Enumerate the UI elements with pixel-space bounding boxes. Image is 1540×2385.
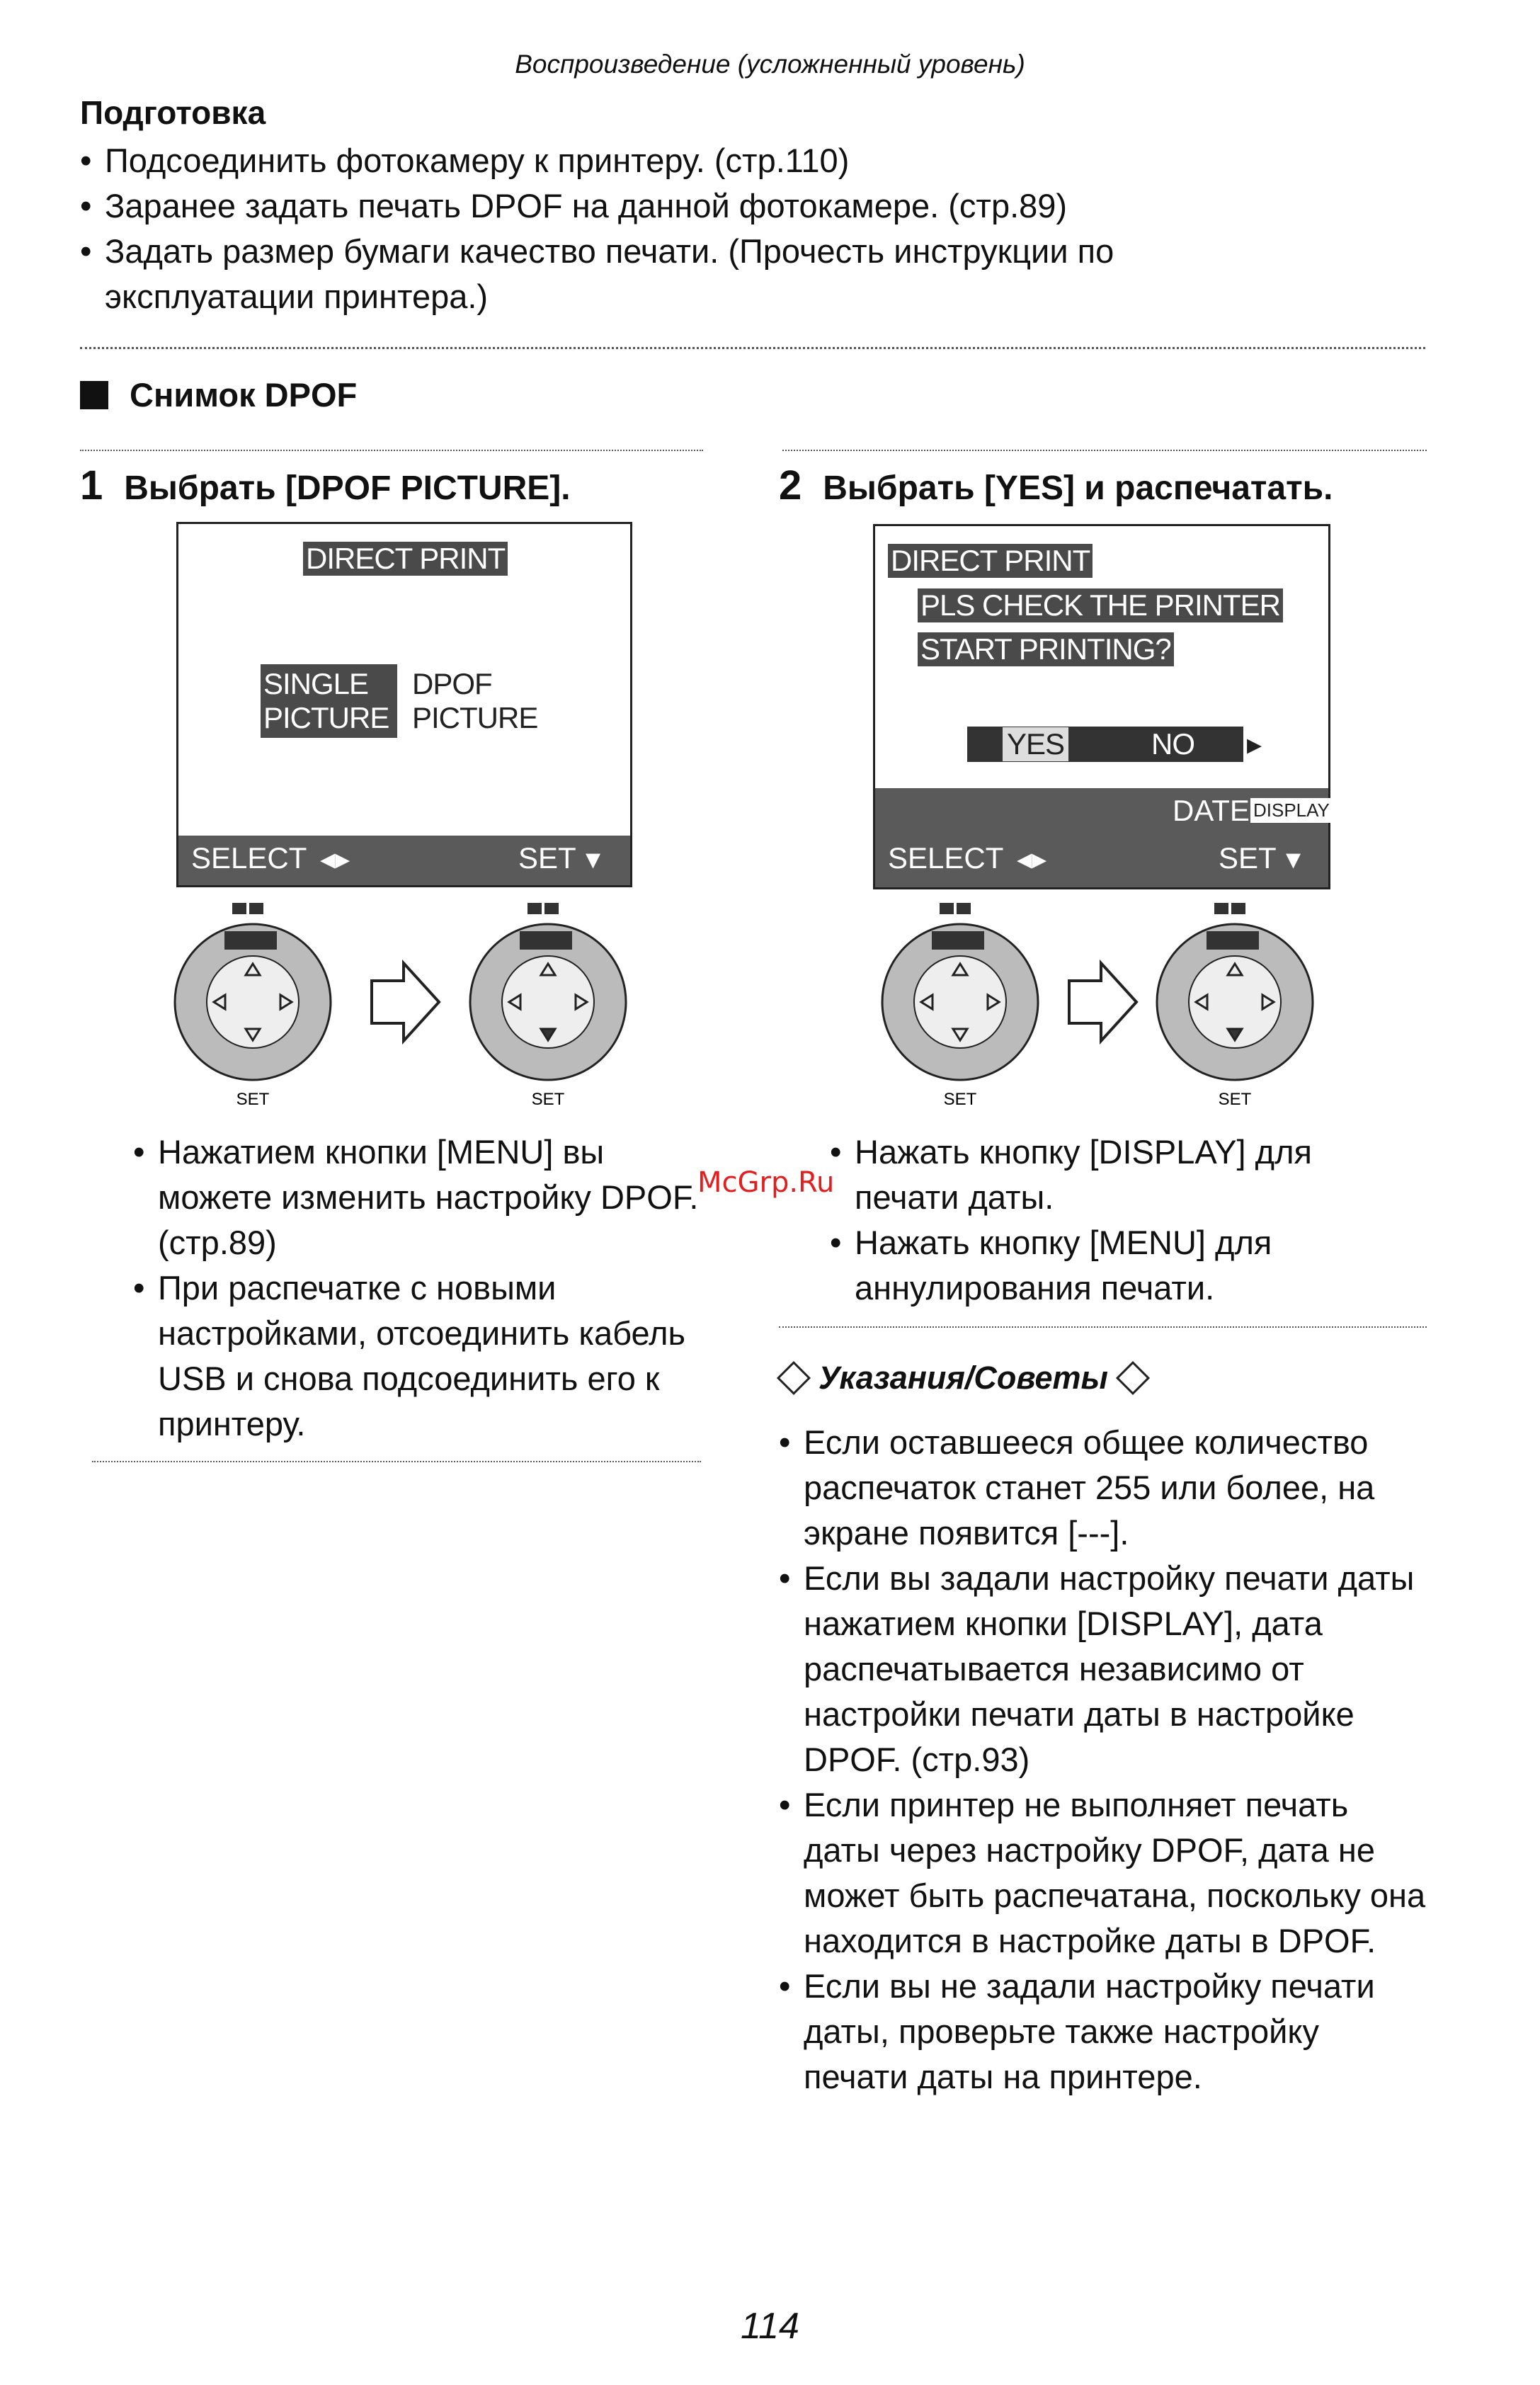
screen-header: DIRECT PRINT: [888, 544, 1093, 578]
preparation-item: • Заранее задать печать DPOF на данной фотокамере. (стр.89): [80, 183, 1425, 229]
divider: [779, 1326, 1427, 1328]
divider: [80, 347, 1425, 349]
section-square-icon: [80, 381, 108, 409]
set-label: SET: [518, 841, 576, 875]
next-arrow-icon: ▸: [1247, 727, 1262, 761]
set-label: SET: [1219, 841, 1277, 875]
set-arrow-icon: ▾: [1286, 842, 1301, 875]
arrow-right-icon: [1069, 963, 1136, 1041]
page-number: 114: [741, 2306, 799, 2347]
screen-bottom-bar: [875, 788, 1328, 887]
tips-heading-text: Указания/Советы: [819, 1360, 1108, 1396]
step2-dial-illustration: [867, 896, 1377, 1115]
no-option[interactable]: NO: [1151, 727, 1194, 761]
list-item: • Нажатием кнопки [MENU] вы можете изменить настройку DPOF. (стр.89): [133, 1129, 700, 1265]
display-button-label: DISPLAY: [1250, 798, 1333, 823]
date-label: DATE: [1173, 794, 1250, 827]
divider: [782, 450, 1427, 451]
dpof-picture-option[interactable]: PICTURE: [412, 701, 538, 734]
preparation-list: [80, 138, 1425, 319]
step2-title: [779, 462, 1333, 509]
dial-set-label: SET: [531, 1090, 565, 1109]
list-item: • Если вы не задали настройку печати даты, проверьте также настройку печати даты на принтере.: [779, 1964, 1430, 2100]
dpof-picture-option[interactable]: DPOF: [412, 667, 492, 700]
select-arrows-icon: ◂▸: [320, 842, 350, 875]
dial-set-label: SET: [236, 1090, 270, 1109]
single-picture-option[interactable]: PICTURE: [263, 701, 389, 734]
list-item: • Если принтер не выполняет печать даты через настройку DPOF, дата не может быть распечатана, поскольку она находится в настройке даты в DPOF.: [779, 1782, 1430, 1964]
step2-lcd-screen: [873, 524, 1330, 889]
step1-dial-illustration: [170, 896, 680, 1115]
list-item: • Нажать кнопку [MENU] для аннулирования печати.: [830, 1220, 1418, 1311]
set-arrow-icon: ▾: [586, 842, 601, 875]
list-item: • Если вы задали настройку печати даты нажатием кнопки [DISPLAY], дата распечатывается независимо от настройки печати даты в настройке DPOF. (стр.93): [779, 1556, 1430, 1782]
select-arrows-icon: ◂▸: [1017, 842, 1047, 875]
step1-title-text: Выбрать [DPOF PICTURE].: [124, 469, 571, 507]
dial-right: [470, 903, 626, 1080]
dial-right: [1157, 903, 1313, 1080]
step2-number: 2: [779, 462, 802, 508]
screen-line: START PRINTING?: [918, 632, 1174, 666]
step1-title: [80, 462, 571, 509]
step1-notes: [133, 1129, 700, 1447]
dial-set-label: SET: [1218, 1090, 1252, 1109]
step1-lcd-screen: [176, 522, 632, 887]
step2-title-text: Выбрать [YES] и распечатать.: [823, 469, 1333, 507]
preparation-heading: Подготовка: [80, 94, 266, 131]
page-header-title: Воспроизведение (усложненный уровень): [515, 50, 1025, 79]
diamond-icon: [1116, 1361, 1150, 1395]
list-item: • При распечатке с новыми настройками, отсоединить кабель USB и снова подсоединить его к принтеру.: [133, 1265, 700, 1447]
screen-line: PLS CHECK THE PRINTER: [918, 588, 1283, 622]
select-label: SELECT: [191, 841, 307, 875]
arrow-right-icon: [372, 963, 439, 1041]
preparation-item: • Задать размер бумаги качество печати. (Прочесть инструкции по эксплуатации принтера.): [80, 229, 1308, 319]
list-item: • Если оставшееся общее количество распечаток станет 255 или более, на экране появится [---].: [779, 1420, 1430, 1556]
divider: [80, 450, 703, 451]
list-item: • Нажать кнопку [DISPLAY] для печати даты.: [830, 1129, 1418, 1220]
dial-left: [175, 903, 331, 1080]
dial-left: [882, 903, 1038, 1080]
dial-set-label: SET: [943, 1090, 977, 1109]
select-label: SELECT: [888, 841, 1004, 875]
tips-heading: [779, 1360, 1158, 1396]
section-title: [80, 375, 357, 414]
step1-number: 1: [80, 462, 103, 508]
diamond-icon: [777, 1361, 811, 1395]
section-title-text: Снимок DPOF: [130, 376, 358, 414]
single-picture-option[interactable]: SINGLE: [263, 667, 369, 700]
watermark: McGrp.Ru: [697, 1166, 835, 1199]
divider: [92, 1461, 701, 1462]
screen-bottom-bar: [178, 836, 630, 885]
tips-list: [779, 1420, 1430, 2100]
step2-notes: [830, 1129, 1418, 1311]
screen-header: DIRECT PRINT: [303, 542, 508, 576]
yes-option[interactable]: YES: [1003, 727, 1068, 761]
preparation-item: • Подсоединить фотокамеру к принтеру. (стр.110): [80, 138, 1425, 183]
